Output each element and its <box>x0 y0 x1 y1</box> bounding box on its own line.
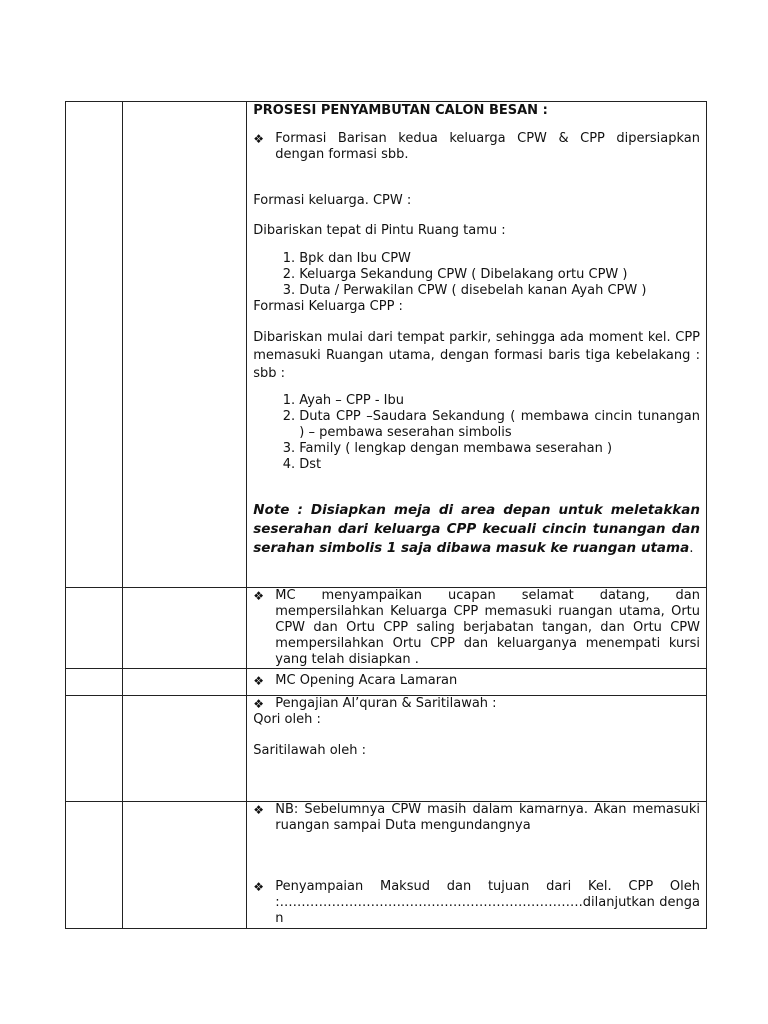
cpp-list <box>253 393 700 473</box>
table-row <box>66 802 707 929</box>
cpp-heading: Formasi Keluarga CPP : <box>253 299 403 314</box>
content-cell <box>247 588 707 669</box>
table-row <box>66 588 707 669</box>
empty-cell <box>66 669 123 696</box>
saritilawah-line: Saritilawah oleh : <box>253 743 367 758</box>
diamond-bullet-icon: ❖ <box>253 697 265 711</box>
diamond-bullet-icon: ❖ <box>253 803 265 817</box>
section-title: PROSESI PENYAMBUTAN CALON BESAN : <box>253 103 548 118</box>
note-paragraph: Note : Disiapkan meja di area depan untuk meletakkan seserahan dari keluarga CPP kecuali cincin tunangan dan serahan simbolis 1 saja dibawa masuk ke ruangan utama. <box>253 502 700 556</box>
cpw-line: Dibariskan tepat di Pintu Ruang tamu : <box>253 223 506 238</box>
empty-cell <box>66 102 123 588</box>
cpp-line: Dibariskan mulai dari tempat parkir, sehingga ada moment kel. CPP memasuki Ruangan utama, dengan formasi baris tiga kebelakang : sbb : <box>253 330 700 381</box>
content-cell <box>247 696 707 802</box>
list-item: 2. Duta CPP –Saudara Sekandung ( membawa cincin tunangan ) – pembawa seserahan simbolis <box>299 409 700 441</box>
list-item: ❖ Formasi Barisan kedua keluarga CPW & CPP dipersiapkan dengan formasi sbb. <box>253 131 700 162</box>
diamond-bullet-icon: ❖ <box>253 589 265 603</box>
content-cell <box>247 669 707 696</box>
list-item: ❖ MC menyampaikan ucapan selamat datang, dan mempersilahkan Keluarga CPP memasuki ruangan utama, Ortu CPW dan Ortu CPP saling berjabatan tangan, dan Ortu CPW mempersilahkan Ortu CPP dan keluarganya menempati kursi yang telah disiapkan . <box>253 588 700 667</box>
diamond-bullet-icon: ❖ <box>253 674 265 688</box>
list-item: 3. Duta / Perwakilan CPW ( disebelah kanan Ayah CPW ) <box>299 283 700 299</box>
qori-line: Qori oleh : <box>253 712 321 727</box>
list-item: ❖ Penyampaian Maksud dan tujuan dari Kel. CPP Oleh :…………………………………………………………….dilanjutkan dengan <box>253 879 700 926</box>
list-item: 3. Family ( lengkap dengan membawa seserahan ) <box>299 441 700 457</box>
content-cell <box>247 802 707 929</box>
list-item: 4. Dst <box>299 457 700 473</box>
empty-cell <box>123 588 247 669</box>
table-row <box>66 669 707 696</box>
list-item: 2. Keluarga Sekandung CPW ( Dibelakang ortu CPW ) <box>299 267 700 283</box>
empty-cell <box>123 696 247 802</box>
empty-cell <box>123 802 247 929</box>
diamond-bullet-icon: ❖ <box>253 880 265 894</box>
list-item: ❖ Pengajian Al’quran & Saritilawah : <box>253 696 497 711</box>
cpw-list <box>253 251 700 299</box>
list-item: ❖ NB: Sebelumnya CPW masih dalam kamarnya. Akan memasuki ruangan sampai Duta mengundangnya <box>253 802 700 833</box>
cpw-heading: Formasi keluarga. CPW : <box>253 193 412 208</box>
table-row <box>66 102 707 588</box>
list-item: 1. Ayah – CPP - Ibu <box>299 393 700 409</box>
empty-cell <box>66 588 123 669</box>
list-item: ❖ MC Opening Acara Lamaran <box>253 673 458 688</box>
content-cell <box>247 102 707 588</box>
list-item: 1. Bpk dan Ibu CPW <box>299 251 700 267</box>
table-row <box>66 696 707 802</box>
empty-cell <box>123 102 247 588</box>
agenda-table <box>65 101 707 929</box>
diamond-bullet-icon: ❖ <box>253 132 265 146</box>
empty-cell <box>66 802 123 929</box>
empty-cell <box>123 669 247 696</box>
empty-cell <box>66 696 123 802</box>
